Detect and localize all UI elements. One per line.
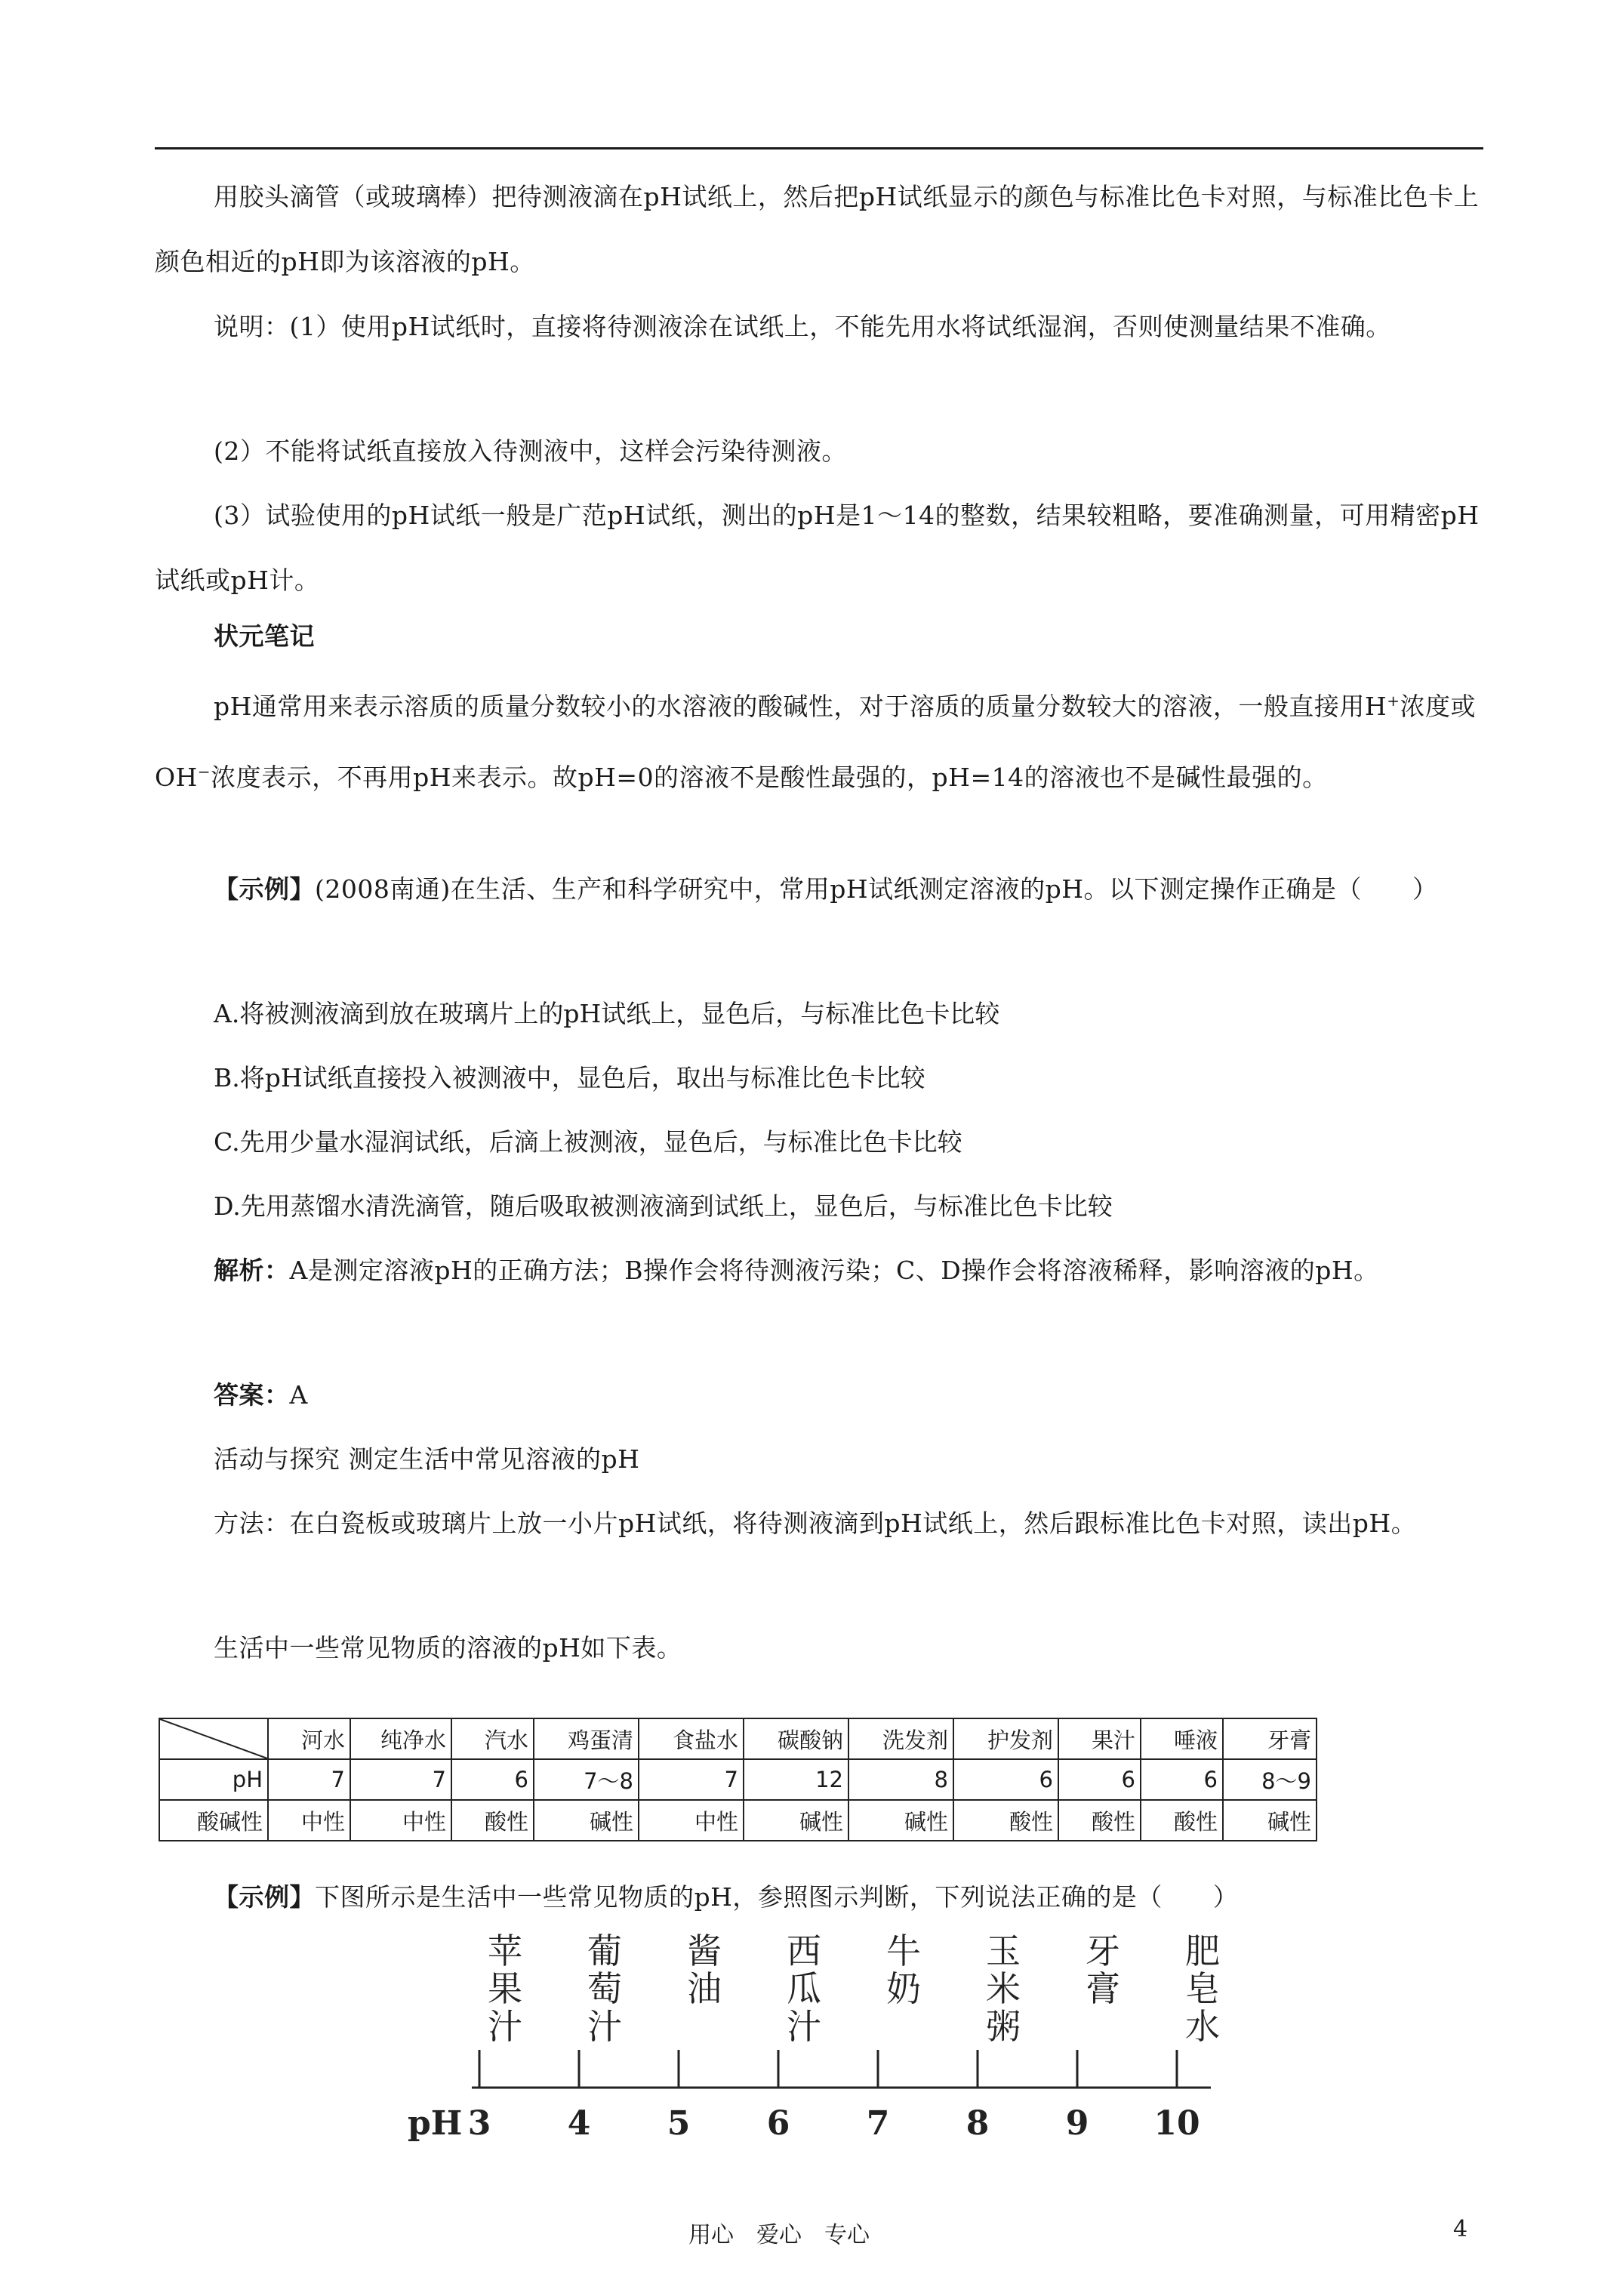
table-cell: 7～8 [534, 1759, 639, 1800]
table-cell: 酸性 [451, 1800, 534, 1841]
table-cell: 中性 [350, 1800, 451, 1841]
table-cell: 酸性 [1141, 1800, 1223, 1841]
notes-sup-minus: − [197, 763, 211, 781]
header-rule [155, 147, 1483, 149]
option-a: A.将被测液滴到放在玻璃片上的pH试纸上，显色后，与标准比色卡比较 [214, 999, 1000, 1028]
substance-label-char: 萄 [587, 1968, 622, 2009]
example-1-text: (2008南通)在生活、生产和科学研究中，常用pH试纸测定溶液的pH。以下测定操作正确是（ ） [315, 874, 1438, 904]
paragraph-analysis [155, 1238, 1483, 1303]
ph-scale-svg [393, 1933, 1261, 2144]
substance-label-char: 瓜 [787, 1968, 821, 2009]
table-cell: 6 [1141, 1759, 1223, 1800]
table-cell: 7 [350, 1759, 451, 1800]
table-cell: 碱性 [848, 1800, 953, 1841]
table-col-header: 果汁 [1058, 1718, 1141, 1759]
table-col-header: 碳酸钠 [744, 1718, 848, 1759]
substance-label-char: 牛 [886, 1933, 921, 1971]
example-2-text: 下图所示是生活中一些常见物质的pH，参照图示判断，下列说法正确的是（ ） [315, 1882, 1239, 1912]
option-d: D.先用蒸馏水清洗滴管，随后吸取被测液滴到试纸上，显色后，与标准比色卡比较 [214, 1191, 1113, 1221]
table-col-header: 牙膏 [1223, 1718, 1317, 1759]
substance-label-char: 米 [986, 1968, 1021, 2009]
ph-tick-label: 7 [866, 2104, 890, 2143]
substance-label-char: 酱 [687, 1933, 722, 1971]
substance-label-char: 果 [488, 1968, 522, 2009]
table-row-label: pH [159, 1759, 268, 1800]
analysis-text: A是测定溶液pH的正确方法；B操作会将待测液污染；C、D操作会将溶液稀释，影响溶液的pH。 [289, 1256, 1379, 1285]
substance-label-char: 油 [687, 1968, 722, 2009]
substance-label-char: 西 [787, 1933, 821, 1971]
substance-label-char: 牙 [1086, 1933, 1120, 1971]
answer-value: A [289, 1380, 308, 1410]
ph-scale-figure [393, 1933, 1261, 2144]
table-cell: 6 [451, 1759, 534, 1800]
table-cell: 中性 [639, 1800, 744, 1841]
ph-tick-label: 8 [965, 2104, 990, 2143]
table-header-row [159, 1718, 1317, 1759]
paragraph-activity: 活动与探究 测定生活中常见溶液的pH [214, 1444, 640, 1474]
notes-text-b: 浓度或OH [155, 692, 1476, 792]
table-col-header: 唾液 [1141, 1718, 1223, 1759]
table-cell: 7 [639, 1759, 744, 1800]
ph-tick-label: 5 [667, 2104, 691, 2143]
answer-label: 答案： [214, 1380, 290, 1410]
table-col-header: 护发剂 [953, 1718, 1058, 1759]
substance-label-char: 肥 [1185, 1933, 1220, 1971]
table-cell: 7 [268, 1759, 350, 1800]
table-cell: 中性 [268, 1800, 350, 1841]
example-1-label: 【示例】 [214, 874, 315, 904]
footer-motto: 用心 爱心 专心 [688, 2222, 870, 2248]
paragraph-example-2 [155, 1865, 1483, 1930]
paragraph-note-3: (3）试验使用的pH试纸一般是广范pH试纸，测出的pH是1～14的整数，结果较粗略，要准确测量，可用精密pH试纸或pH计。 [155, 501, 1480, 595]
substance-label-char: 汁 [488, 2006, 522, 2047]
table-col-header: 河水 [268, 1718, 350, 1759]
table-cell: 碱性 [744, 1800, 848, 1841]
page-number: 4 [1453, 2216, 1468, 2242]
table-cell: 碱性 [534, 1800, 639, 1841]
paragraph-ph-method: 用胶头滴管（或玻璃棒）把待测液滴在pH试纸上，然后把pH试纸显示的颜色与标准比色卡对照，与标准比色卡上颜色相近的pH即为该溶液的pH。 [155, 182, 1480, 276]
table-cell: 6 [1058, 1759, 1141, 1800]
table-row-label: 酸碱性 [159, 1800, 268, 1841]
notes-text-a: pH通常用来表示溶质的质量分数较小的水溶液的酸碱性，对于溶质的质量分数较大的溶液，一般直接用H [214, 692, 1387, 721]
substance-label-char: 粥 [986, 2006, 1021, 2047]
paragraph-answer [155, 1363, 1483, 1428]
table-cell: 8 [848, 1759, 953, 1800]
ph-tick-label: 9 [1065, 2104, 1089, 2143]
table-col-header: 鸡蛋清 [534, 1718, 639, 1759]
substance-label-char: 玉 [986, 1933, 1021, 1971]
ph-tick-label: 4 [567, 2104, 591, 2143]
ph-table [159, 1718, 1317, 1841]
ph-tick-label: 3 [467, 2104, 491, 2143]
table-row [159, 1800, 1317, 1841]
table-col-header: 洗发剂 [848, 1718, 953, 1759]
paragraph-note-1: 说明：(1）使用pH试纸时，直接将待测液涂在试纸上，不能先用水将试纸湿润，否则使测量结果不准确。 [214, 312, 1391, 341]
table-corner-cell [159, 1718, 268, 1759]
table-col-header: 纯净水 [350, 1718, 451, 1759]
table-col-header: 汽水 [451, 1718, 534, 1759]
substance-label-char: 水 [1185, 2006, 1220, 2047]
table-cell: 12 [744, 1759, 848, 1800]
ph-tick-label: 10 [1153, 2104, 1200, 2143]
table-cell: 碱性 [1223, 1800, 1317, 1841]
substance-label-char: 苹 [488, 1933, 522, 1971]
table-cell: 8～9 [1223, 1759, 1317, 1800]
substance-label-char: 奶 [886, 1968, 921, 2009]
table-cell: 6 [953, 1759, 1058, 1800]
ph-axis-label: pH [408, 2104, 463, 2143]
paragraph-example-1 [155, 857, 1483, 922]
analysis-label: 解析： [214, 1256, 290, 1285]
table-row [159, 1759, 1317, 1800]
substance-label-char: 皂 [1185, 1968, 1220, 2009]
example-2-label: 【示例】 [214, 1882, 315, 1912]
substance-label-char: 汁 [587, 2006, 622, 2047]
substance-label-char: 葡 [587, 1933, 622, 1971]
table-cell: 酸性 [1058, 1800, 1141, 1841]
paragraph-note-2: (2）不能将试纸直接放入待测液中，这样会污染待测液。 [214, 436, 847, 466]
substance-label-char: 膏 [1086, 1968, 1120, 2009]
paragraph-notes-body [155, 668, 1483, 810]
table-col-header: 食盐水 [639, 1718, 744, 1759]
option-b: B.将pH试纸直接投入被测液中，显色后，取出与标准比色卡比较 [214, 1063, 925, 1093]
notes-sup-plus: + [1387, 692, 1400, 710]
notes-text-c: 浓度表示，不再用pH来表示。故pH=0的溶液不是酸性最强的，pH=14的溶液也不是碱性最强的。 [211, 763, 1328, 792]
substance-label-char: 汁 [787, 2006, 821, 2047]
heading-notes: 状元笔记 [214, 621, 315, 651]
table-cell: 酸性 [953, 1800, 1058, 1841]
ph-tick-label: 6 [766, 2104, 790, 2143]
option-c: C.先用少量水湿润试纸，后滴上被测液，显色后，与标准比色卡比较 [214, 1127, 962, 1157]
paragraph-table-intro: 生活中一些常见物质的溶液的pH如下表。 [214, 1633, 682, 1663]
paragraph-method: 方法：在白瓷板或玻璃片上放一小片pH试纸，将待测液滴到pH试纸上，然后跟标准比色卡对照，读出pH。 [214, 1509, 1417, 1538]
